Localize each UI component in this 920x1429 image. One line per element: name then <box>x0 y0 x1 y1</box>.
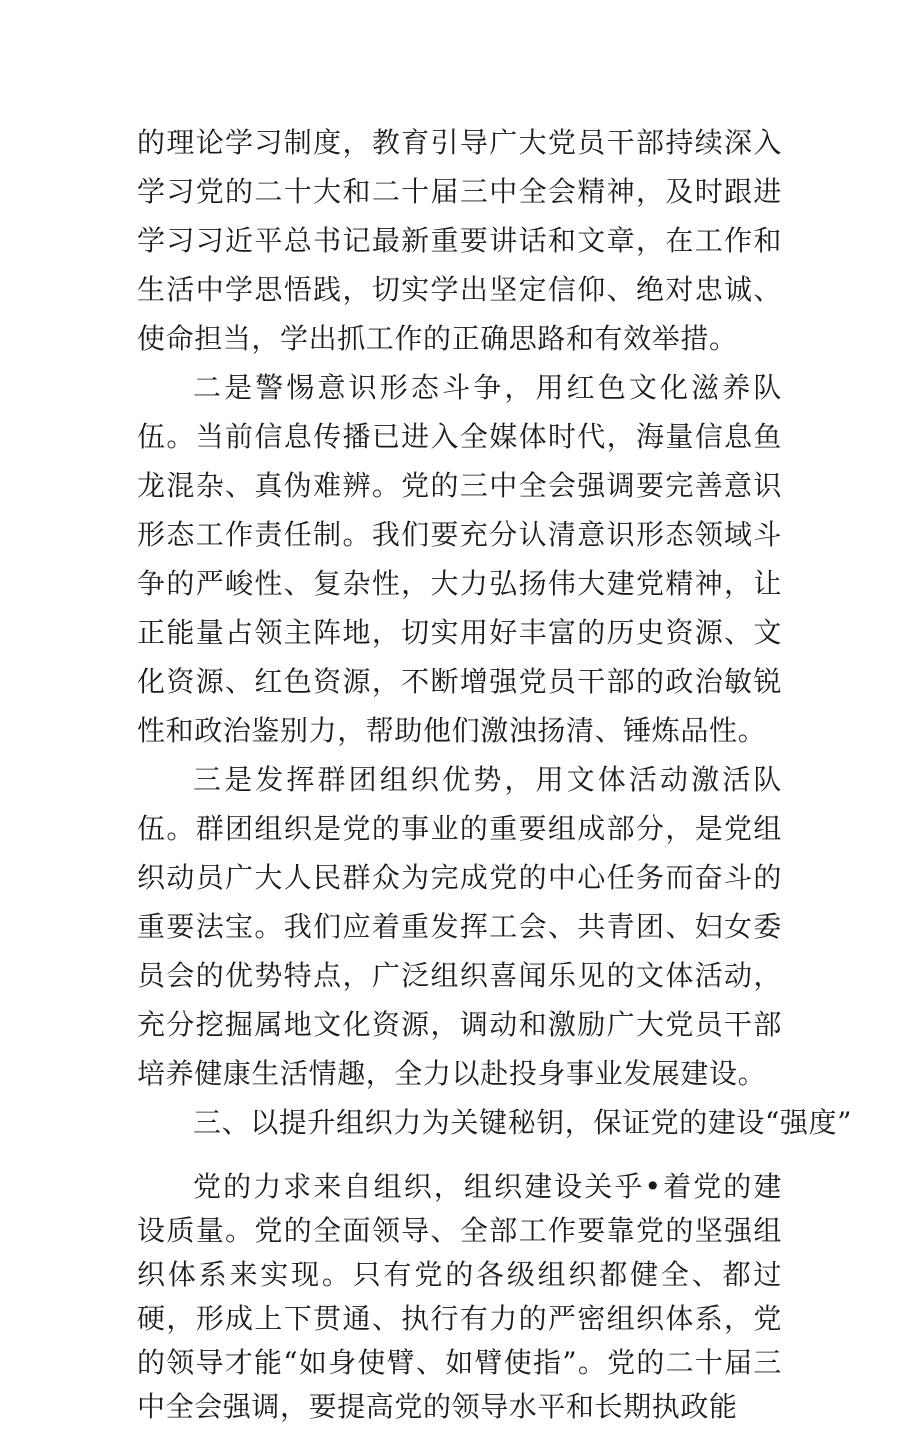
paragraph-mass-organizations: 三是发挥群团组织优势，用文体活动激活队伍。群团组织是党的事业的重要组成部分，是党组织动员广大人民群众为完成党的中心任务而奋斗的重要法宝。我们应着重发挥工会、共青团、妇女委员会的优势特点，广泛组织喜闻乐见的文体活动，充分挖掘属地文化资源，调动和激励广大党员干部培养健康生活情趣，全力以赴投身事业发展建设。 <box>137 763 782 1090</box>
paragraph-theory-study: 的理论学习制度，教育引导广大党员干部持续深入学习党的二十大和二十届三中全会精神，及时跟进学习习近平总书记最新重要讲话和文章，在工作和生活中学思悟践，切实学出坚定信仰、绝对忠诚、使命担当，学出抓工作的正确思路和有效举措。 <box>137 126 782 355</box>
paragraph-organization-building: 党的力求来自组织，组织建设关乎•着党的建设质量。党的全面领导、全部工作要靠党的坚强组织体系来实现。只有党的各级组织都健全、都过硬，形成上下贯通、执行有力的严密组织体系，党的领导才能“如身使臂、如臂使指”。党的二十届三中全会强调，要提高党的领导水平和长期执政能 <box>137 1170 782 1423</box>
section-heading: 三、以提升组织力为关键秘钥，保证党的建设“强度” <box>193 1106 853 1139</box>
document-body <box>137 118 853 1429</box>
paragraph-ideology-struggle: 二是警惕意识形态斗争，用红色文化滋养队伍。当前信息传播已进入全媒体时代，海量信息鱼龙混杂、真伪难辨。党的三中全会强调要完善意识形态工作责任制。我们要充分认清意识形态领域斗争的严峻性、复杂性，大力弘扬伟大建党精神，让正能量占领主阵地，切实用好丰富的历史资源、文化资源、红色资源，不断增强党员干部的政治敏锐性和政治鉴别力，帮助他们激浊扬清、锤炼品性。 <box>137 371 782 747</box>
